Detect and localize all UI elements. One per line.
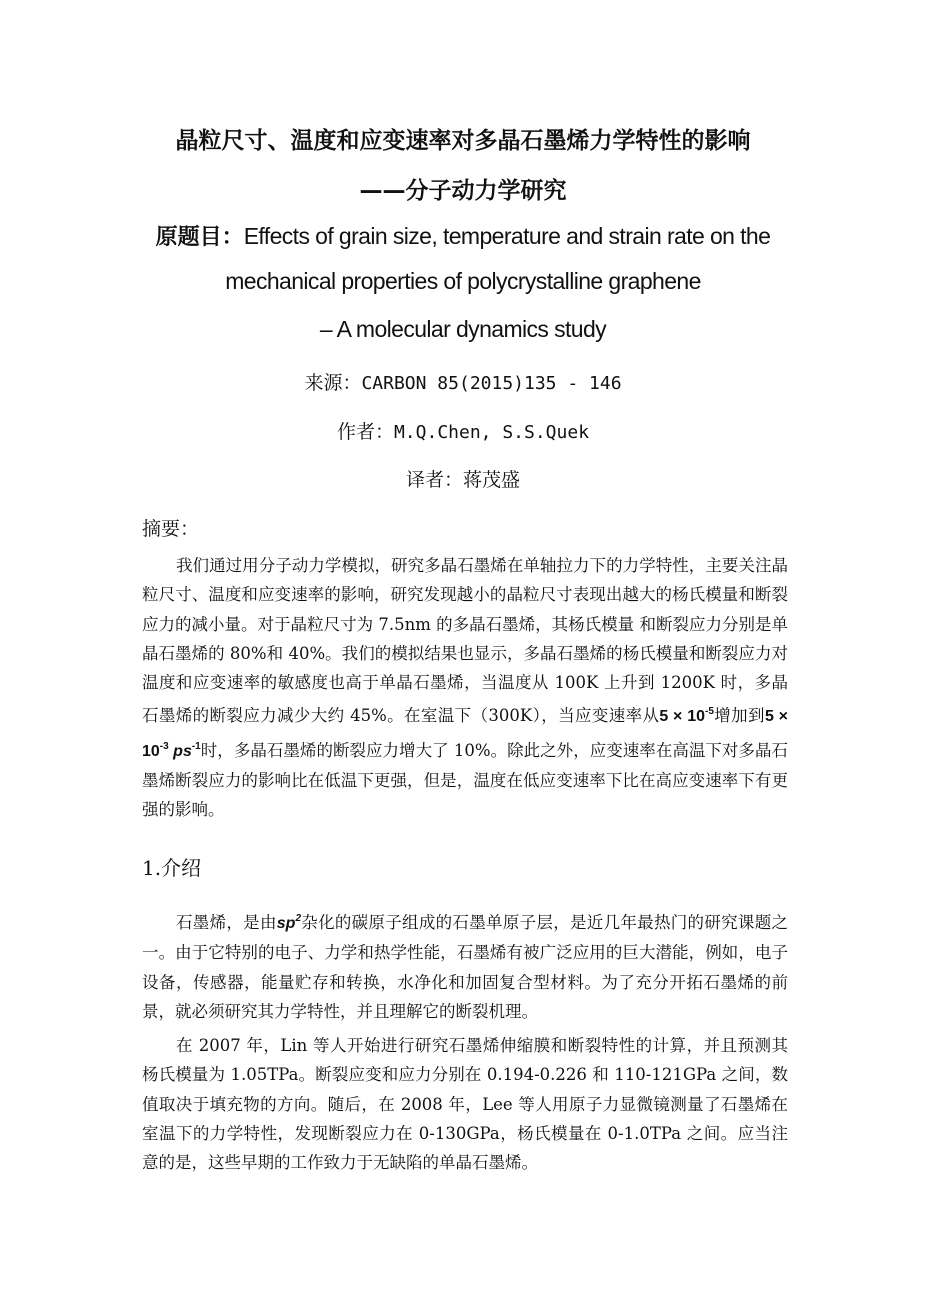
title-line-2: ——分子动力学研究 xyxy=(359,178,567,204)
strain-rate-high-base: 5 × 10 xyxy=(142,708,788,760)
authors-line xyxy=(0,417,926,444)
abstract-text-2: 增加到 xyxy=(713,706,765,726)
source-value: CARBON 85(2015)135 - 146 xyxy=(361,373,622,394)
source-label: 来源： xyxy=(304,372,362,394)
translator-value: 蒋茂盛 xyxy=(463,469,521,491)
strain-rate-unit-exp: -1 xyxy=(191,740,201,752)
strain-rate-low xyxy=(659,708,714,725)
source-line xyxy=(0,368,926,395)
section-heading-intro: 1.介绍 xyxy=(142,856,202,880)
abstract-text-3: 时，多晶石墨烯的断裂应力增大了 10%。除此之外，应变速率在高温下对多晶石墨烯断裂应力的影响比在低温下更强，但是，温度在低应变速率下比在高应变速率下有更强的影响。 xyxy=(142,740,788,820)
abstract-paragraph xyxy=(142,551,788,825)
original-title-label: 原题目： xyxy=(155,225,244,250)
authors-value: M.Q.Chen, S.S.Quek xyxy=(393,422,590,443)
translator-line xyxy=(0,465,926,492)
intro-p1-text-2: 杂化的碳原子组成的石墨单原子层，是近几年最热门的研究课题之一。由于它特别的电子、力学和热学性能，石墨烯有被广泛应用的巨大潜能，例如，电子设备，传感器，能量贮存和转换，水净化和加固复合型材料。为了充分开拓石墨烯的前景，就必须研究其力学特性，并且理解它的断裂机理。 xyxy=(142,913,789,1021)
original-title-line-3: – A molecular dynamics study xyxy=(319,316,607,342)
strain-rate-unit: ps xyxy=(173,742,192,760)
intro-p1-text-1: 石墨烯，是由 xyxy=(176,913,277,932)
original-title-text-1: Effects of grain size, temperature and strain rate on the xyxy=(243,223,771,249)
strain-rate-low-base: 5 × 10 xyxy=(659,708,706,726)
original-title-line-2: mechanical properties of polycrystalline graphene xyxy=(225,268,701,294)
sp-base: sp xyxy=(276,915,296,932)
abstract-heading: 摘要： xyxy=(142,518,200,540)
title-line-1: 晶粒尺寸、温度和应变速率对多晶石墨烯力学特性的影响 xyxy=(175,128,751,154)
sp-exp: 2 xyxy=(295,913,301,924)
intro-paragraph-2: 在 2007 年，Lin 等人开始进行研究石墨烯伸缩膜和断裂特性的计算，并且预测其杨氏模量为 1.05TPa。断裂应变和应力分别在 0.194-0.226 和 110-121GPa 之间，数值取决于填充物的方向。随后，在 2008 年，Lee 等人用原子力显微镜测量了石墨烯在室温下的力学特性，发现断裂应力在 0-130GPa，杨氏模量在 0-1.0TPa 之间。应当注意的是，这些早期的工作致力于无缺陷的单晶石墨烯。 xyxy=(142,1036,788,1173)
strain-rate-high-exp: -3 xyxy=(159,740,169,752)
sp-notation xyxy=(277,915,301,932)
authors-label: 作者： xyxy=(336,421,394,443)
abstract-text-1: 我们通过用分子动力学模拟，研究多晶石墨烯在单轴拉力下的力学特性，主要关注晶粒尺寸、温度和应变速率的影响，研究发现越小的晶粒尺寸表现出越大的杨氏模量和断裂应力的减小量。对于晶粒尺寸为 7.5nm 的多晶石墨烯，其杨氏模量 和断裂应力分别是单晶石墨烯的 80%和 40%。我们的模拟结果也显示，多晶石墨烯的杨氏模量和断裂应力对温度和应变速率的敏感度也高于单晶石墨烯，当温度从 100K 上升到 1200K 时，多晶石墨烯的断裂应力减少大约 45%。在室温下（300K），当应变速率从 xyxy=(142,556,788,726)
strain-rate-low-exp: -5 xyxy=(705,706,714,718)
translator-label: 译者： xyxy=(405,469,463,491)
intro-paragraph-1 xyxy=(142,904,788,1026)
original-title-line-1 xyxy=(0,220,926,251)
